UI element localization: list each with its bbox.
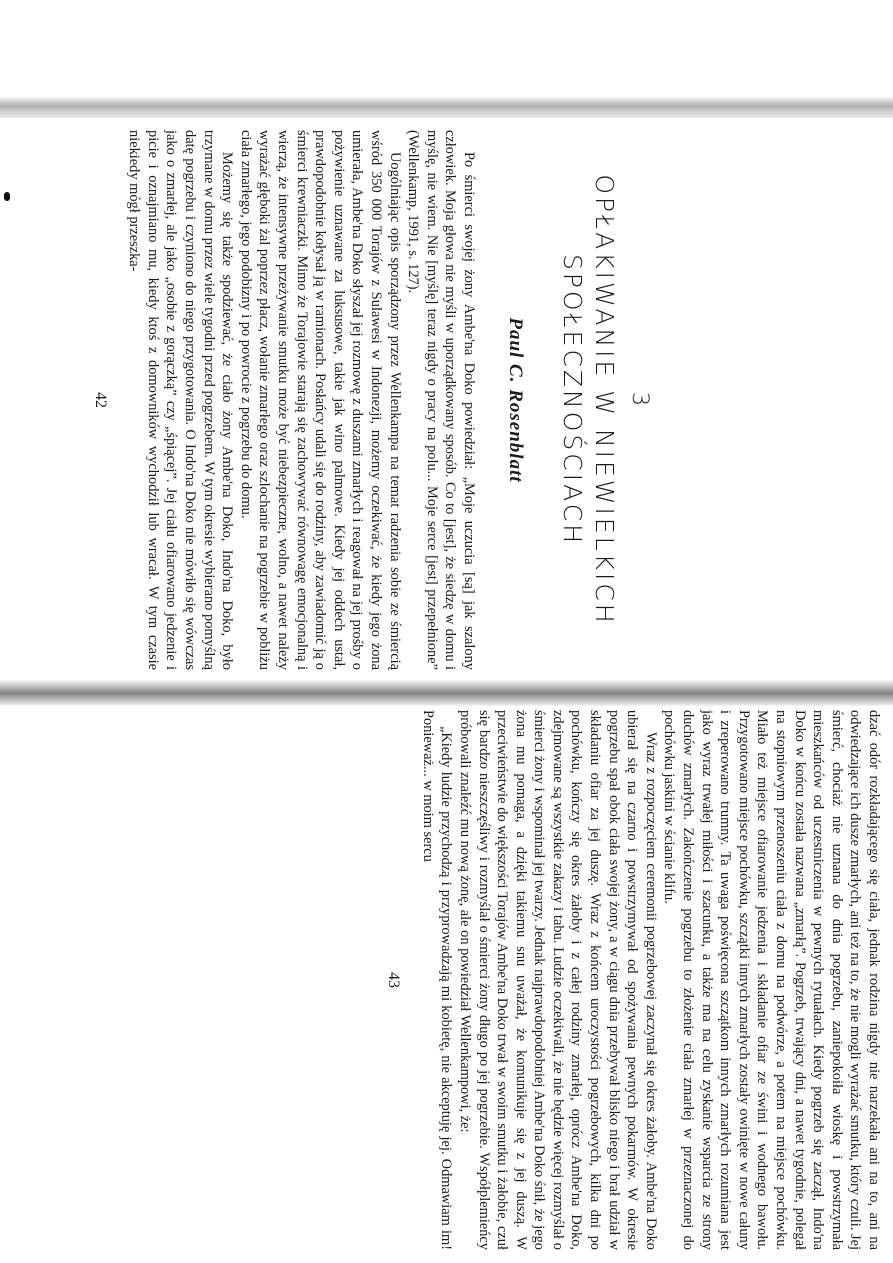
scan-edge-shadow-top: [0, 96, 893, 118]
page-number: 42: [91, 392, 109, 408]
chapter-title: [556, 130, 620, 670]
chapter-number: 3: [627, 392, 652, 408]
author-name: Paul C. Rosenblatt: [505, 317, 526, 483]
page-43: [385, 710, 883, 1250]
scan-speck: [4, 192, 10, 201]
paragraph: Uogólniając opis sporządzony przez Wellenkampa na temat radzenia sobie ze śmiercią wśród 350 000 Torajów z Sulawesi w Indonezji, możemy oczekiwać, że kiedy jego żona umierała, Ambe'na Doko słyszał jej rozmowę z duszami zmarłych i reagował na jej prośby o pożywienie uznawane za luksusowe, takie jak wino palmowe. Kiedy jej oddech ustał, prawdopodobnie kołysał ją w ramionach. Posłańcy udali się do rodziny, aby zawiadomić ją o śmierci krewniaczki. Mimo że Torajowie starają się zachowywać równowagę emocjonalną i wierzą, że intensywne przeżywanie smutku może być niebezpieczne, wolno, a nawet należy wyrażać głęboki żal poprzez płacz, wołanie zmarłego oraz szlochanie na pogrzebie w pobliżu ciała zmarłego, jego podobizny i po powrocie z pogrzebu do domu.: [237, 130, 403, 670]
scan-gutter-shadow: [0, 680, 893, 706]
page-number: 43: [385, 972, 403, 988]
quote-paragraph: „Kiedy ludzie przychodzą i przyprowadzają mi kobietę, nie akceptuję jej. Odmawiam im! Ponieważ... w moim sercu: [419, 710, 455, 1250]
paragraph: Po śmierci swojej żony Ambe'na Doko powiedział: „Moje uczucia [są] jak szalony człowiek. Moja głowa nie myśli w uporządkowany sposób. Co to [jest], że siedzę w domu i myślę, nie wiem. Nie [myślę] teraz nigdy o pracy na polu... Moje serce [jest] przepełnione” (Wellenkamp, 1991, s. 127).: [405, 130, 477, 670]
paragraph: Wraz z rozpoczęciem ceremonii pogrzebowej zaczynał się okres żałoby. Ambe'na Doko ubierał się na czarno i powstrzymywał od spożywania pewnych pokarmów. W okresie pogrzebu spał obok ciała swojej żony, a w ciągu dnia przebywał blisko niego i brał udział w składaniu ofiar za jej duszę. Wraz z końcem uroczystości pogrzebowych, kilka dni po pochówku, kończy się okres żałoby i z całej rodziny zmarłej, oprócz Ambe'na Doko, zdejmowane są wszystkie zakazy i tabu. Ludzie oczekiwali, że nie będzie więcej rozmyślał o śmierci żony i wspominał jej twarzy. Jednak najprawdopodobniej Ambe'na Doko śnił, że jego żona mu pomaga, a dzięki takiemu snu uważał, że komunikuje się z jej duszą. W przeciwieństwie do większości Torajów Ambe'na Doko trwał w swoim smutku i żałobie, czuł się bardzo nieszczęśliwy i rozmyślał o śmierci żony długo po jej pogrzebie. Współplemieńcy próbowali znaleźć mu nową żonę, ale on powiedział Wellenkampowi, że:: [456, 710, 659, 1250]
page-42: [72, 130, 652, 670]
paragraph: Możemy się także spodziewać, że ciało żony Ambe'na Doko, Indo'na Doko, było trzymane w domu przez wiele tygodni przed pogrzebem. W tym okresie wybierano pomyślną datę pogrzebu i czyniono do niego przygotowania. O Indo'na Doko nie mówiło się wówczas jako o zmarłej, ale jako „osobie z gorączką” czy „śpiącej”. Jej ciału ofiarowano jedzenie i picie i oznajmiano mu, kiedy ktoś z domowników wychodził lub wracał. W tym czasie niekiedy mógł przeszka-: [126, 130, 236, 670]
chapter-title-line1: OPŁAKIWANIE W NIEWIELKICH: [590, 174, 619, 626]
paragraph: dzać odór rozkładającego się ciała, jednak rodzina nigdy nie narzekała ani na to, ani na odwiedzające ich dusze zmarłych, ani też na to, że nie mogli wyrażać smutku, który czuli. Jej śmierć, chociaż nie uznana do dnia pogrzebu, zaniepokoiła wioskę i powstrzymała mieszkańców od uczestniczenia w pewnych rytuałach. Kiedy pogrzeb się zaczął, Indo'na Doko w końcu została nazwana „zmarłą”. Pogrzeb, trwający dni, a nawet tygodnie, polegał na stopniowym przenoszeniu ciała z domu na podwórze, a potem na miejsce pochówku. Miało też miejsce ofiarowanie jedzenia i składanie ofiar ze świni i wodnego bawołu. Przygotowano miejsce pochówku, szczątki innych zmarłych zostały owinięte w nowe całuny i zreperowano trumny. Ta uwaga poświęcona szczątkom innych zmarłych rozumiana jest jako wyraz trwałej miłości i szacunku, a także ma na celu zyskanie wsparcia ze strony duchów zmarłych. Zakończenie pogrzebu to złożenie ciała zmarłej w przeznaczonej do pochówku jaskini w ścianie klifu.: [661, 710, 882, 1250]
chapter-title-line2: SPOŁECZNOŚCIACH: [558, 253, 587, 547]
